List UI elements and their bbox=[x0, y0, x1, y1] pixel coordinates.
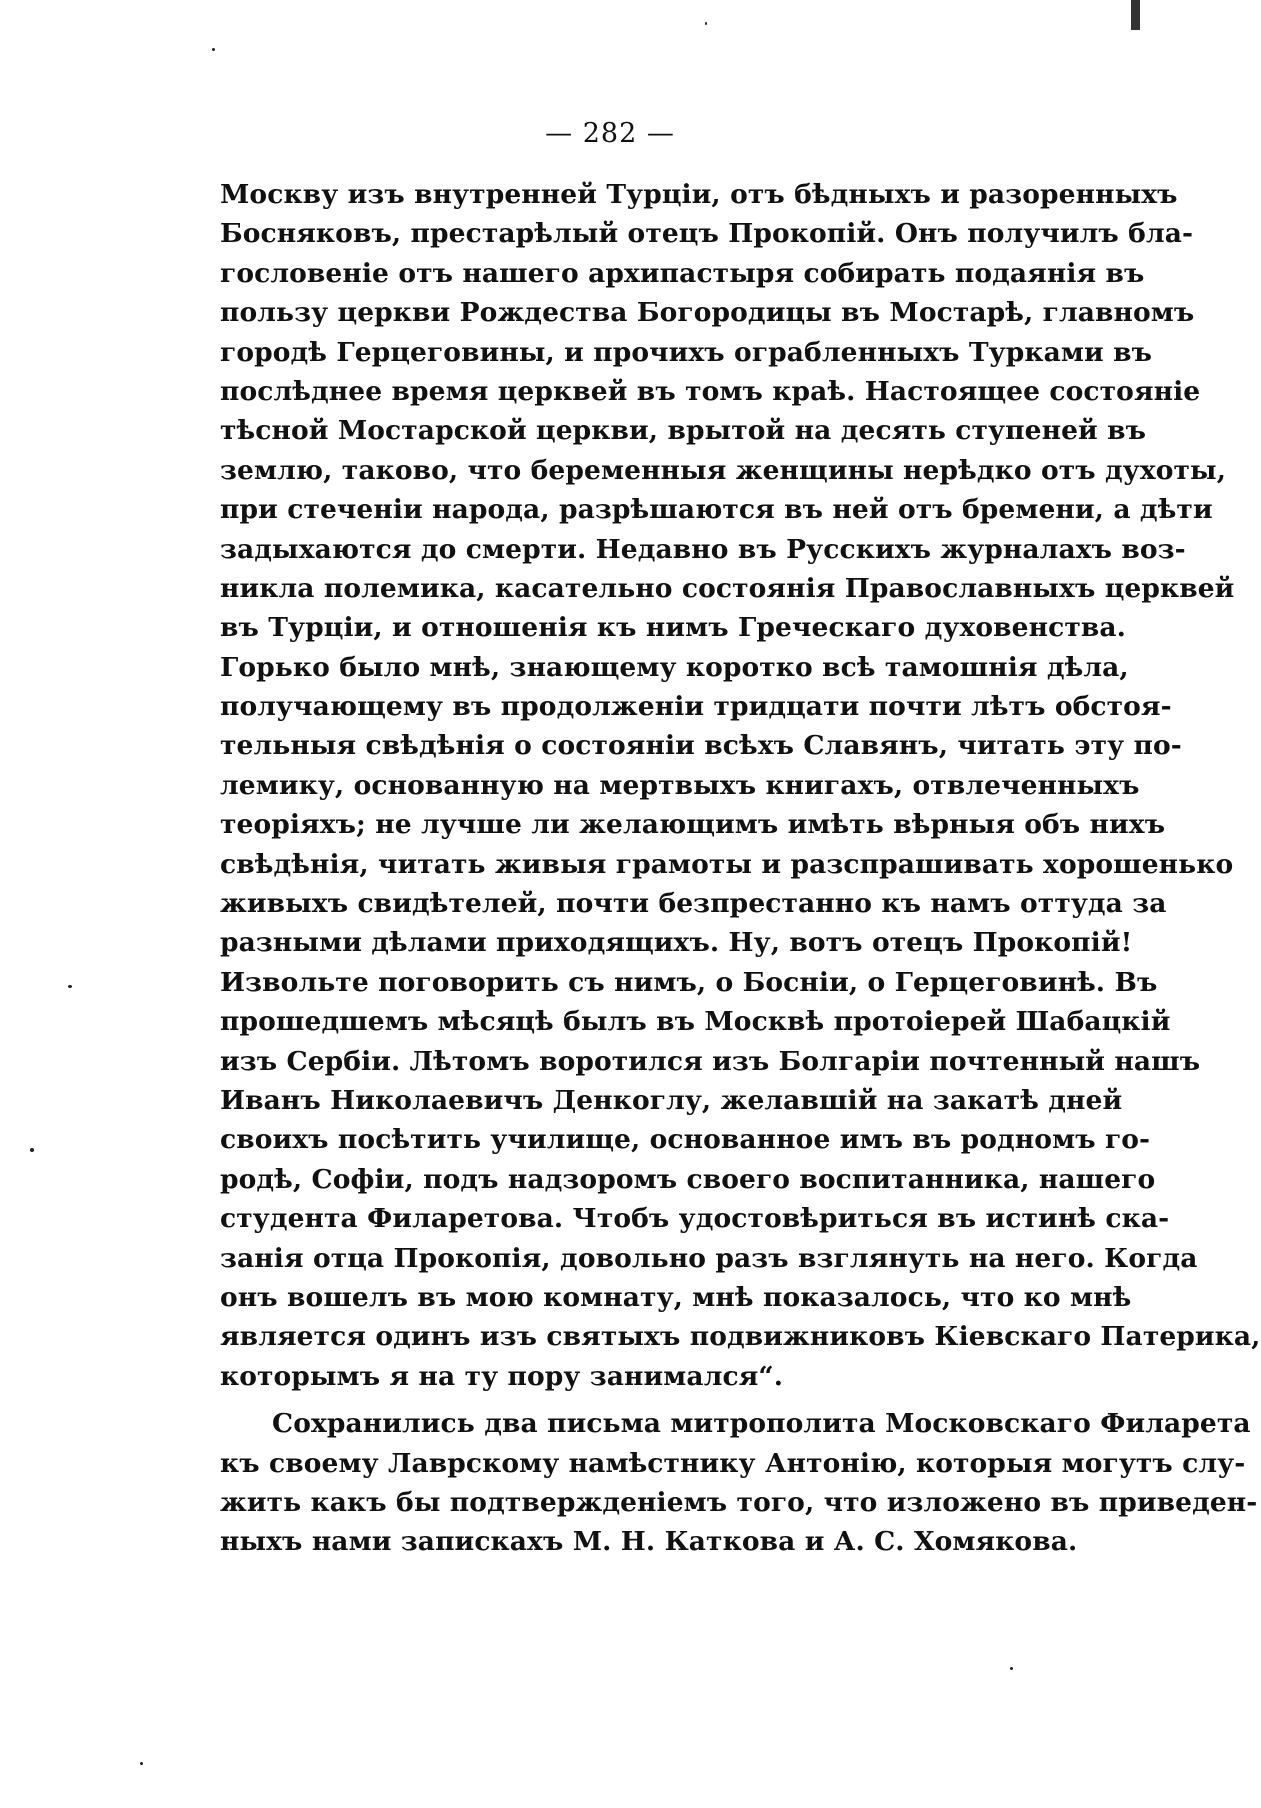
text-line: получающему въ продолженіи тридцати почти лѣтъ обстоя- bbox=[220, 691, 1172, 723]
text-line: послѣднее время церквей въ томъ краѣ. Настоящее состояніе bbox=[220, 375, 1201, 407]
text-line: Горько было мнѣ, знающему коротко всѣ тамошнія дѣла, bbox=[220, 651, 1129, 683]
paragraph-1 bbox=[220, 175, 1261, 1396]
paragraph-gap bbox=[220, 1396, 1040, 1404]
scan-speck bbox=[68, 985, 72, 988]
text-line: является одинъ изъ святыхъ подвижниковъ Кіевскаго Патерика, bbox=[220, 1321, 1261, 1353]
text-line: родѣ, Софіи, подъ надзоромъ своего воспитанника, нашего bbox=[220, 1163, 1156, 1195]
scan-speck bbox=[1010, 1667, 1013, 1670]
text-line: теоріяхъ; не лучше ли желающимъ имѣть вѣрныя объ нихъ bbox=[220, 809, 1166, 841]
text-line: разными дѣлами приходящихъ. Ну, вотъ отецъ Прокопій! bbox=[220, 927, 1133, 959]
text-line: онъ вошелъ въ мою комнату, мнѣ показалось, что ко мнѣ bbox=[220, 1281, 1132, 1313]
text-line: пользу церкви Рождества Богородицы въ Мостарѣ, главномъ bbox=[220, 297, 1195, 329]
text-line: городѣ Герцеговины, и прочихъ ограбленныхъ Турками въ bbox=[220, 336, 1153, 368]
text-line: Сохранились два письма митрополита Московскаго Филарета bbox=[272, 1408, 1251, 1440]
text-line: задыхаются до смерти. Недавно въ Русскихъ журналахъ воз- bbox=[220, 533, 1186, 565]
text-line: живыхъ свидѣтелей, почти безпрестанно къ намъ оттуда за bbox=[220, 888, 1167, 920]
paragraph-2 bbox=[220, 1404, 1258, 1562]
scan-speck bbox=[705, 22, 707, 25]
text-line: гословеніе отъ нашего архипастыря собирать подаянія въ bbox=[220, 257, 1145, 289]
text-line: тельныя свѣдѣнія о состояніи всѣхъ Славянъ, читать эту по- bbox=[220, 730, 1182, 762]
text-line: Москву изъ внутренней Турціи, отъ бѣдныхъ и разоренныхъ bbox=[220, 179, 1178, 210]
scan-speck bbox=[30, 1148, 34, 1152]
text-line: тѣсной Мостарской церкви, врытой на десять ступеней въ bbox=[220, 415, 1147, 447]
text-line: Извольте поговорить съ нимъ, о Босніи, о Герцеговинѣ. Въ bbox=[220, 966, 1158, 998]
text-line: студента Филаретова. Чтобъ удостовѣриться въ истинѣ ска- bbox=[220, 1203, 1170, 1235]
text-line: свѣдѣнія, читать живыя грамоты и разспрашивать хорошенько bbox=[220, 848, 1234, 880]
text-line: жить какъ бы подтвержденіемъ того, что изложено въ приведен- bbox=[220, 1486, 1258, 1518]
body-text bbox=[220, 175, 1261, 1562]
text-line: къ своему Лаврскому намѣстнику Антонію, которыя могутъ слу- bbox=[220, 1447, 1246, 1479]
text-line: занія отца Прокопія, довольно разъ взглянуть на него. Когда bbox=[220, 1242, 1198, 1274]
text-line: прошедшемъ мѣсяцѣ былъ въ Москвѣ протоіерей Шабацкій bbox=[220, 1006, 1171, 1038]
text-line: при стеченіи народа, разрѣшаются въ ней отъ бремени, а дѣти bbox=[220, 494, 1213, 526]
text-line: землю, таково, что беременныя женщины нерѣдко отъ духоты, bbox=[220, 454, 1227, 486]
scan-speck bbox=[140, 1762, 143, 1765]
text-line: ныхъ нами запискахъ М. Н. Каткова и А. С. Хомякова. bbox=[220, 1526, 1078, 1558]
scan-speck bbox=[212, 48, 215, 51]
text-line: Босняковъ, престарѣлый отецъ Прокопій. Онъ получилъ бла- bbox=[220, 218, 1194, 250]
text-line: изъ Сербіи. Лѣтомъ воротился изъ Болгаріи почтенный нашъ bbox=[220, 1045, 1201, 1077]
page-number: — 282 — bbox=[545, 118, 675, 149]
text-line: въ Турціи, и отношенія къ нимъ Греческаго духовенства. bbox=[220, 612, 1126, 644]
text-line: никла полемика, касательно состоянія Православныхъ церквей bbox=[220, 572, 1235, 604]
text-line: лемику, основанную на мертвыхъ книгахъ, отвлеченныхъ bbox=[220, 769, 1140, 801]
text-line: Иванъ Николаевичъ Денкоглу, желавшій на закатѣ дней bbox=[220, 1084, 1123, 1116]
text-line: своихъ посѣтить училище, основанное имъ въ родномъ го- bbox=[220, 1124, 1151, 1156]
page-edge-mark bbox=[1131, 0, 1140, 30]
text-line: которымъ я на ту пору занимался“. bbox=[220, 1360, 784, 1392]
